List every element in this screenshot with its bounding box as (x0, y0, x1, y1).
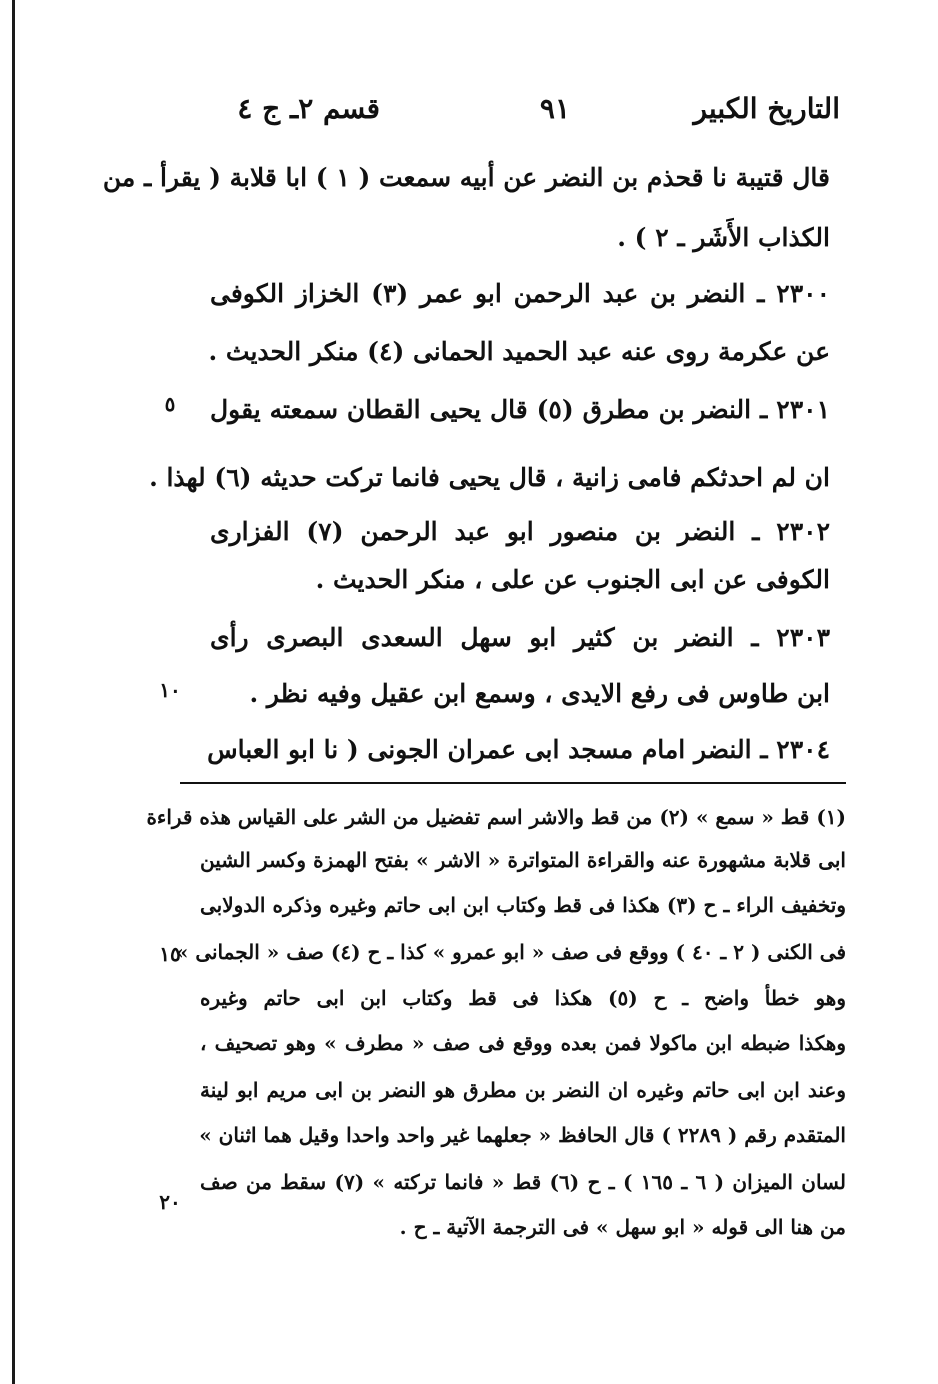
footnote-line: وهكذا ضبطه ابن ماكولا فمن بعده ووقع فى صف « مطرف » وهو تصحيف ، (200, 1031, 846, 1055)
footnote-line: فى الكنى ( ٢ ـ ٤٠ ) ووقع فى صف « ابو عمرو » كذا ـ ح (٤) صف « الجمانى » (175, 940, 846, 964)
page-number: ٩١ (539, 92, 570, 125)
footnote-divider (180, 782, 846, 784)
main-text-line: ان لم احدثكم فامى زانية ، قال يحيى فانما تركت حديثه (٦) لهذا . (149, 463, 830, 492)
book-title: التاريخ الكبير (693, 92, 840, 125)
part-volume-label: قسم ٢ـ ج ٤ (237, 92, 380, 125)
entry-2302-line: ٢٣٠٢ ـ النضر بن منصور ابو عبد الرحمن (٧) الفزارى (210, 517, 831, 546)
footnote-line: وهو خطأ واضح ـ ح (٥) هكذا فى قط وكتاب ابن ابى حاتم وغيره (200, 986, 846, 1010)
main-text-line: الكوفى عن ابى الجنوب عن على ، منكر الحديث . (315, 565, 830, 594)
main-text-line: الكذاب الأَشَر ـ ٢ ) . (617, 223, 830, 252)
line-number-20: ٢٠ (159, 1190, 181, 1214)
running-header (200, 92, 840, 132)
main-text-line: قال قتيبة نا قحذم بن النضر عن أبيه سمعت ( ١ ) ابا قلابة ( يقرأ ـ من (102, 163, 830, 192)
entry-2300-line: ٢٣٠٠ ـ النضر بن عبد الرحمن ابو عمر (٣) الخزاز الكوفى (210, 279, 830, 308)
footnote-line: (١) قط « سمع » (٢) من قط والاشر اسم تفضيل من الشر على القياس هذه قراءة (146, 805, 846, 829)
main-text-line: ابن طاوس فى رفع الايدى ، وسمع ابن عقيل وفيه نظر . (249, 679, 830, 708)
entry-2301-line: ٢٣٠١ ـ النضر بن مطرق (٥) قال يحيى القطان سمعته يقول (210, 395, 830, 424)
page-edge-rule (12, 0, 15, 1384)
footnote-line: المتقدم رقم ( ٢٢٨٩ ) قال الحافظ « جعلهما غير واحد واحدا وقيل هما اثنان » (199, 1123, 846, 1147)
line-number-10: ١٠ (159, 678, 181, 702)
main-text-line: عن عكرمة روى عنه عبد الحميد الحمانى (٤) منكر الحديث . (208, 337, 830, 366)
footnote-line: وتخفيف الراء ـ ح (٣) هكذا فى قط وكتاب ابن ابى حاتم وغيره وذكره الدولابى (200, 893, 846, 917)
line-number-15: ١٥ (159, 942, 181, 966)
footnote-line: ابى قلابة مشهورة عنه والقراءة المتواترة « الاشر » بفتح الهمزة وكسر الشين (200, 848, 846, 872)
entry-2304-line: ٢٣٠٤ ـ النضر امام مسجد ابى عمران الجونى ( نا ابو العباس (207, 735, 830, 764)
footnote-line: لسان الميزان ( ٦ ـ ١٦٥ ) ـ ح (٦) قط « فانما تركته » (٧) سقط من صف (200, 1170, 846, 1194)
entry-2303-line: ٢٣٠٣ ـ النضر بن كثير ابو سهل السعدى البصرى رأى (210, 623, 830, 652)
footnote-line: وعند ابن ابى حاتم وغيره ان النضر بن مطرق هو النضر بن ابى مريم ابو لينة (200, 1078, 846, 1102)
line-number-5: ٥ (164, 392, 176, 416)
footnote-line: من هنا الى قوله « ابو سهل » فى الترجمة الآتية ـ ح . (399, 1215, 846, 1239)
